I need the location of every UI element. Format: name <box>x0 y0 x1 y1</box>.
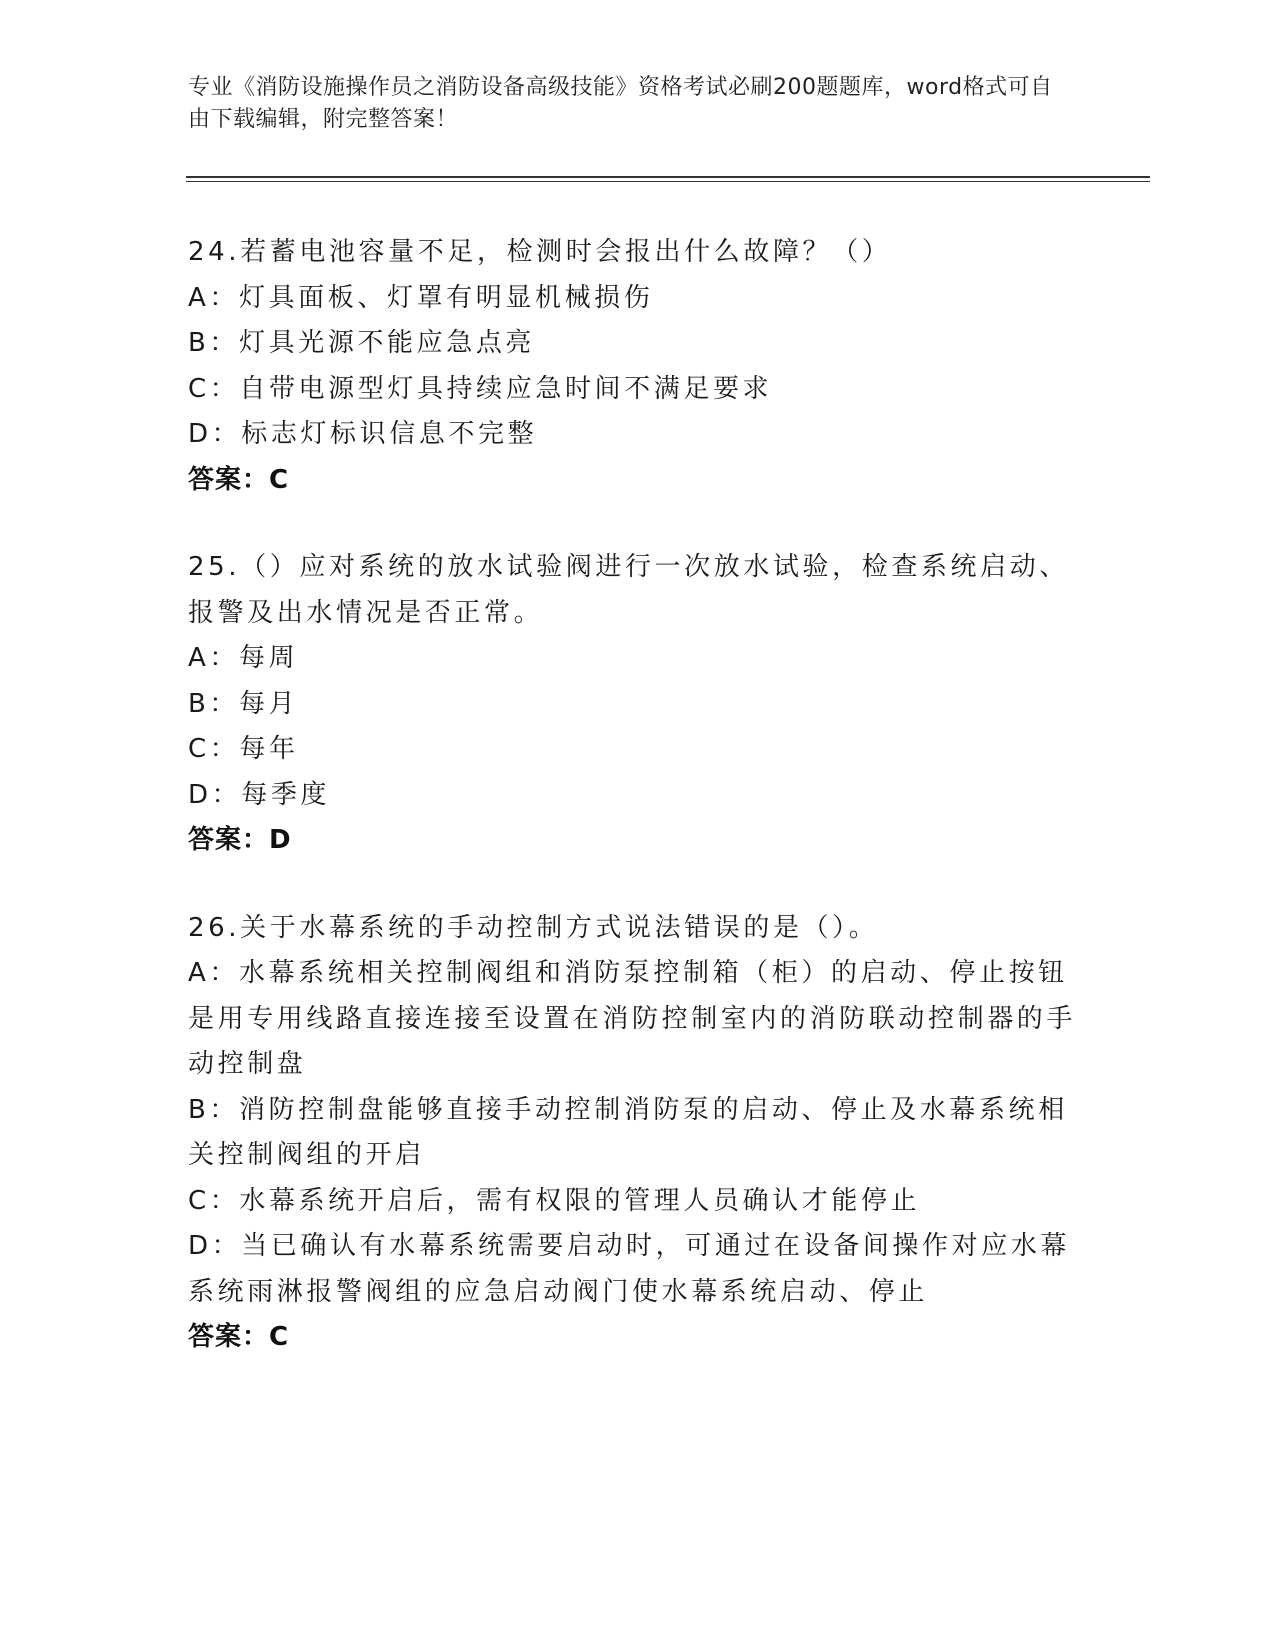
answer: 答案：C <box>188 464 290 495</box>
option-d: D：每季度 <box>188 779 331 810</box>
question-25 <box>188 545 1088 864</box>
option-a: A：每周 <box>188 643 299 673</box>
option-c: C：每年 <box>188 734 299 764</box>
option-a: A：水幕系统相关控制阀组和消防泵控制箱（柜）的启动、停止按钮是用专用线路直接连接至设置在消防控制室内的消防联动控制器的手动控制盘 <box>188 958 1077 1079</box>
page-header-text: 专业《消防设施操作员之消防设备高级技能》资格考试必刷200题题库，word格式可自由下载编辑，附完整答案！ <box>188 75 1053 132</box>
option-b: B：灯具光源不能应急点亮 <box>188 328 536 358</box>
option-d: D：当已确认有水幕系统需要启动时，可通过在设备间操作对应水幕系统雨淋报警阀组的应急启动阀门使水幕系统启动、停止 <box>188 1231 1071 1307</box>
option-b: B：每月 <box>188 688 299 719</box>
option-b: B：消防控制盘能够直接手动控制消防泵的启动、停止及水幕系统相关控制阀组的开启 <box>188 1094 1068 1170</box>
question-stem: 25.（）应对系统的放水试验阀进行一次放水试验，检查系统启动、报警及出水情况是否正常。 <box>188 552 1069 628</box>
answer: 答案：C <box>188 1322 290 1352</box>
option-d: D：标志灯标识信息不完整 <box>188 419 538 449</box>
option-a: A：灯具面板、灯罩有明显机械损伤 <box>188 282 654 313</box>
question-list <box>188 230 1088 1403</box>
question-stem: 24.若蓄电池容量不足，检测时会报出什么故障？（） <box>188 237 892 267</box>
question-stem: 26.关于水幕系统的手动控制方式说法错误的是（）。 <box>188 912 879 943</box>
question-24 <box>188 230 1088 503</box>
option-c: C：自带电源型灯具持续应急时间不满足要求 <box>188 373 773 404</box>
option-c: C：水幕系统开启后，需有权限的管理人员确认才能停止 <box>188 1185 921 1216</box>
question-26 <box>188 906 1088 1361</box>
header-divider <box>186 176 1150 182</box>
answer: 答案：D <box>188 825 292 855</box>
